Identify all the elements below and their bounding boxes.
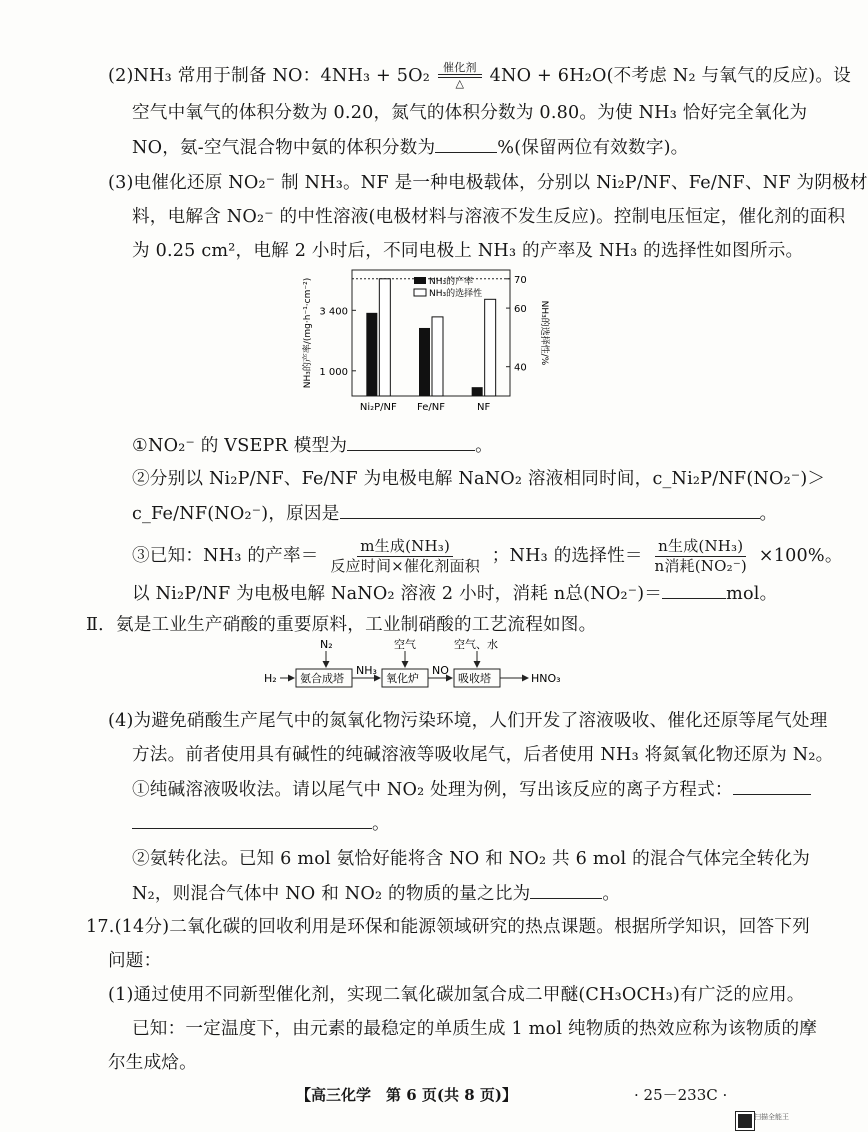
flow-no: NO [432,664,449,677]
sub2-line2: c_Fe/NF(NO₂⁻)，原因是 。 [132,500,777,527]
q2-line3: NO，氨-空气混合物中氨的体积分数为 %(保留两位有效数字)。 [132,134,688,161]
legend-label-selectivity: NH₃的选择性 [429,289,483,299]
q4-line1: (4)为避免硝酸生产尾气中的氮氧化物污染环境，人们开发了溶液吸收、催化还原等尾气处理 [108,711,828,731]
qr-icon [736,1112,754,1130]
q17-line1: 17.(14分)二氧化碳的回收利用是环保和能源领域研究的热点课题。根据所学知识，回答下列 [86,917,810,937]
answer-blank-reason[interactable] [340,500,760,519]
bar-yield [419,328,430,396]
legend-label-yield: NH₃的产率 [429,277,474,287]
answer-blank-equation-b[interactable] [132,810,372,829]
q17-line4: 已知：一定温度下，由元素的最稳定的单质生成 1 mol 纯物质的热效应称为该物质的摩 [132,1019,818,1039]
nh3-yield-selectivity-chart [296,260,556,430]
flow-h2: H₂ [264,672,277,685]
q17-line5: 尔生成焓。 [108,1053,197,1073]
flow-air: 空气 [394,638,416,651]
heat-symbol: △ [455,77,465,90]
sub2-line1: ②分别以 Ni₂P/NF、Fe/NF 为电极电解 NaNO₂ 溶液相同时间，c_Ni₂P/NF(NO₂⁻)＞ [132,469,826,489]
selectivity-fraction: $\frac{\text{n生成(NH₃)}}{\text{n消耗(NO₂⁻)}}$ [654,536,747,575]
bar-selectivity [485,299,496,396]
category-label: NF [477,402,491,413]
left-tick-label: 1 000 [319,366,348,378]
answer-blank-equation-a[interactable] [733,776,811,795]
q2-line2: 空气中氧气的体积分数为 0.20，氮气的体积分数为 0.80。为使 NH₃ 恰好完全氧化为 [132,103,808,123]
bar-selectivity [379,279,390,396]
q4-sub2-line2: N₂，则混合气体中 NO 和 NO₂ 的物质的量之比为 。 [132,880,620,907]
flow-nh3: NH₃ [356,664,377,677]
q17-line2: 问题： [108,951,162,971]
category-label: Fe/NF [417,402,445,413]
flow-box1-label: 氨合成塔 [300,672,344,685]
answer-blank-ratio[interactable] [530,880,602,899]
flow-hno3: HNO₃ [531,672,561,685]
sub3-formula: ③已知：NH₃ 的产率＝ $\frac{\text{m生成(NH₃)}}{\text{反应时间×催化剂面积}}$ ；NH₃ 的选择性＝ $\frac{\text{n生成(NH₃)}}{\text{n消耗(NO₂⁻)}}$ ×100%。 [132,536,843,575]
page-footer: 【高三化学 第 6 页(共 8 页)】 [296,1086,517,1104]
q17-line3: (1)通过使用不同新型催化剂，实现二氧化碳加氢合成二甲醚(CH₃OCH₃)有广泛的应用。 [108,985,805,1005]
category-label: Ni₂P/NF [359,402,397,413]
flow-box2-label: 氧化炉 [386,672,419,685]
bar-yield [472,387,483,396]
bar-selectivity [432,317,443,396]
q4-sub1: ①纯碱溶液吸收法。请以尾气中 NO₂ 处理为例，写出该反应的离子方程式： [132,776,811,803]
q4-sub2-line1: ②氨转化法。已知 6 mol 氨恰好能将含 NO 和 NO₂ 共 6 mol 的混合气体完全转化为 [132,849,811,869]
q3-line1: (3)电催化还原 NO₂⁻ 制 NH₃。NF 是一种电极载体，分别以 Ni₂P/NF、Fe/NF、NF 为阴极材 [108,173,868,193]
yield-fraction: $\frac{\text{m生成(NH₃)}}{\text{反应时间×催化剂面积}}$ [330,536,480,575]
catalyst-label: 催化剂 [443,61,477,74]
answer-blank-mol[interactable] [662,580,726,599]
part2-intro: Ⅱ．氨是工业生产硝酸的重要原料，工业制硝酸的工艺流程如图。 [86,615,597,635]
legend-swatch-selectivity [414,289,426,296]
flow-n2: N₂ [320,638,333,651]
answer-blank-vsepr[interactable] [347,432,475,451]
nitric-acid-flow-diagram [258,636,578,698]
q3-line3: 为 0.25 cm²，电解 2 小时后，不同电极上 NH₃ 的产率及 NH₃ 的选择性如图所示。 [132,241,804,261]
sub1: ①NO₂⁻ 的 VSEPR 模型为 。 [132,432,493,459]
flow-air-water: 空气、水 [454,638,498,651]
flow-box3-label: 吸收塔 [458,672,491,685]
paper-code: · 25－233C · [634,1086,728,1104]
answer-blank-q2[interactable] [435,134,497,153]
left-axis-title: NH₃的产率/(mg·h⁻¹·cm⁻²) [303,277,313,389]
right-axis-title: NH₃的选择性/% [539,300,549,366]
right-tick-label: 70 [514,274,527,286]
right-tick-label: 40 [514,362,527,374]
q4-sub1-line2: 。 [132,810,390,837]
left-tick-label: 3 400 [319,306,348,318]
right-tick-label: 60 [514,304,527,316]
q2-line1: (2)NH₃ 常用于制备 NO：4NH₃ + 5O₂ 催化剂 △ 4NO + 6H₂O(不考虑 N₂ 与氧气的反应)。设 [108,61,851,90]
q4-line2: 方法。前者使用具有碱性的纯碱溶液等吸收尾气，后者使用 NH₃ 将氮氧化物还原为 N₂。 [132,745,834,765]
q3-line2: 料，电解含 NO₂⁻ 的中性溶液(电极材料与溶液不发生反应)。控制电压恒定，催化剂的面积 [132,207,846,227]
sub3-line2: 以 Ni₂P/NF 为电极电解 NaNO₂ 溶液 2 小时，消耗 n总(NO₂⁻)＝ mol。 [132,580,777,607]
scanner-watermark: 扫描全能王 [754,1113,789,1121]
legend-swatch-yield [414,277,426,284]
bar-yield [366,313,377,396]
